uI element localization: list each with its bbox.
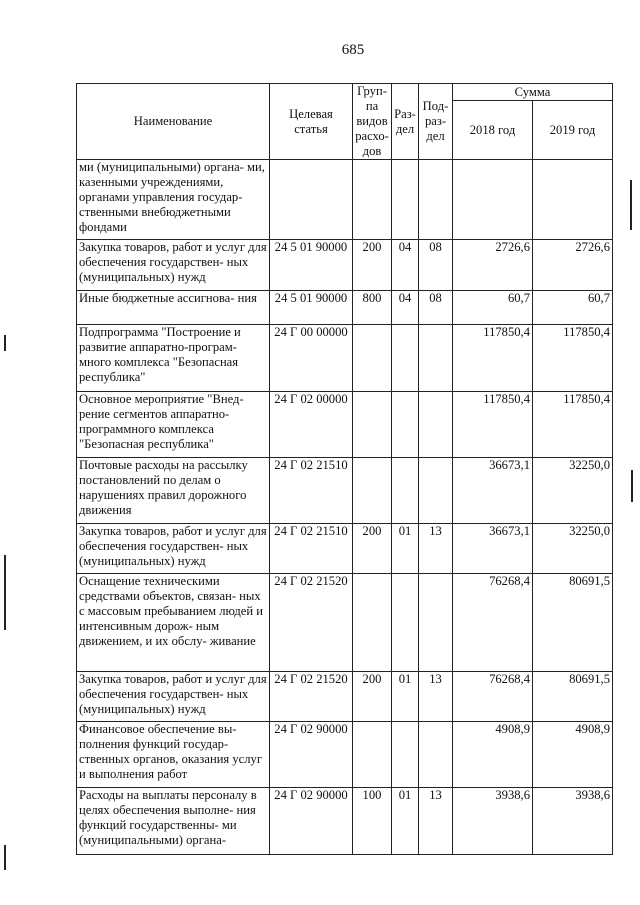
row-article: 24 Г 02 90000 <box>270 722 353 788</box>
row-subsection <box>419 325 453 392</box>
table-row <box>77 574 613 672</box>
table-row <box>77 240 613 291</box>
row-sum-2019: 80691,5 <box>533 574 613 672</box>
row-subsection: 13 <box>419 524 453 574</box>
row-sum-2018: 2726,6 <box>453 240 533 291</box>
table-body <box>77 160 613 855</box>
row-article: 24 Г 02 21520 <box>270 672 353 722</box>
row-group <box>353 574 392 672</box>
row-subsection <box>419 574 453 672</box>
row-sum-2019: 32250,0 <box>533 524 613 574</box>
row-group <box>353 325 392 392</box>
row-name: Закупка товаров, работ и услуг для обеспечения государствен- ных (муниципальных) нужд <box>77 240 270 291</box>
row-article: 24 Г 00 00000 <box>270 325 353 392</box>
row-sum-2019: 60,7 <box>533 291 613 325</box>
row-sum-2018: 76268,4 <box>453 574 533 672</box>
row-section: 01 <box>392 788 419 855</box>
row-sum-2018: 117850,4 <box>453 325 533 392</box>
row-section <box>392 574 419 672</box>
row-section <box>392 458 419 524</box>
row-group <box>353 458 392 524</box>
row-subsection <box>419 160 453 240</box>
row-article: 24 Г 02 21510 <box>270 524 353 574</box>
row-name: Подпрограмма "Построение и развитие аппаратно-програм- много комплекса "Безопасная республика" <box>77 325 270 392</box>
row-section <box>392 722 419 788</box>
row-article: 24 Г 02 00000 <box>270 392 353 458</box>
header-name: Наименование <box>77 84 270 160</box>
row-section <box>392 325 419 392</box>
page-number: 685 <box>341 42 365 58</box>
row-article: 24 Г 02 21520 <box>270 574 353 672</box>
row-sum-2018: 117850,4 <box>453 392 533 458</box>
header-article: Целевая статья <box>270 84 353 160</box>
scan-mark-left-bottom <box>4 845 6 870</box>
row-article: 24 5 01 90000 <box>270 240 353 291</box>
table-row <box>77 325 613 392</box>
row-subsection: 13 <box>419 788 453 855</box>
table-row <box>77 458 613 524</box>
row-sum-2019: 80691,5 <box>533 672 613 722</box>
scan-mark-right-middle <box>631 470 633 502</box>
table-row <box>77 524 613 574</box>
row-article: 24 5 01 90000 <box>270 291 353 325</box>
row-sum-2019: 117850,4 <box>533 325 613 392</box>
row-sum-2019 <box>533 160 613 240</box>
table-row <box>77 788 613 855</box>
budget-table <box>76 83 613 855</box>
table-header <box>77 84 613 160</box>
table-row <box>77 160 613 240</box>
table-row <box>77 672 613 722</box>
row-group <box>353 392 392 458</box>
row-section <box>392 160 419 240</box>
row-subsection <box>419 722 453 788</box>
row-subsection: 13 <box>419 672 453 722</box>
row-sum-2018: 3938,6 <box>453 788 533 855</box>
row-sum-2018: 4908,9 <box>453 722 533 788</box>
header-sum: Сумма <box>453 84 613 101</box>
scan-mark-left-lower <box>4 555 6 630</box>
row-article: 24 Г 02 90000 <box>270 788 353 855</box>
row-name: Закупка товаров, работ и услуг для обеспечения государствен- ных (муниципальных) нужд <box>77 524 270 574</box>
row-subsection: 08 <box>419 291 453 325</box>
row-name: Иные бюджетные ассигнова- ния <box>77 291 270 325</box>
row-group <box>353 160 392 240</box>
row-sum-2019: 32250,0 <box>533 458 613 524</box>
row-sum-2019: 2726,6 <box>533 240 613 291</box>
header-group: Груп- па видов расхо- дов <box>353 84 392 160</box>
row-sum-2018: 76268,4 <box>453 672 533 722</box>
header-subsection: Под- раз- дел <box>419 84 453 160</box>
row-section: 01 <box>392 524 419 574</box>
row-name: Финансовое обеспечение вы- полнения функций государ- ственных органов, оказания услуг и выполнения работ <box>77 722 270 788</box>
row-name: Основное мероприятие "Внед- рение сегментов аппаратно- программного комплекса "Безопасная республика" <box>77 392 270 458</box>
row-sum-2018: 36673,1 <box>453 524 533 574</box>
row-section <box>392 392 419 458</box>
row-subsection <box>419 458 453 524</box>
row-section: 04 <box>392 240 419 291</box>
row-sum-2018: 60,7 <box>453 291 533 325</box>
header-year-2019: 2019 год <box>533 101 613 160</box>
row-article <box>270 160 353 240</box>
row-name: Оснащение техническими средствами объектов, связан- ных с массовым пребыванием людей и интенсивным дорож- ным движением, и их обслу- живание <box>77 574 270 672</box>
row-subsection <box>419 392 453 458</box>
row-group: 800 <box>353 291 392 325</box>
row-name: Почтовые расходы на рассылку постановлений по делам о нарушениях правил дорожного движения <box>77 458 270 524</box>
row-section: 01 <box>392 672 419 722</box>
row-sum-2019: 4908,9 <box>533 722 613 788</box>
row-group: 200 <box>353 672 392 722</box>
row-sum-2019: 117850,4 <box>533 392 613 458</box>
row-name: ми (муниципальными) органа- ми, казенными учреждениями, органами управления государ- ственными внебюджетными фондами <box>77 160 270 240</box>
row-section: 04 <box>392 291 419 325</box>
scan-mark-right-top <box>630 180 632 230</box>
row-group: 200 <box>353 240 392 291</box>
row-group: 100 <box>353 788 392 855</box>
row-group: 200 <box>353 524 392 574</box>
row-name: Расходы на выплаты персоналу в целях обеспечения выполне- ния функций государственны- ми (муниципальными) органа- <box>77 788 270 855</box>
row-article: 24 Г 02 21510 <box>270 458 353 524</box>
row-subsection: 08 <box>419 240 453 291</box>
row-group <box>353 722 392 788</box>
table-row <box>77 392 613 458</box>
row-sum-2018: 36673,1 <box>453 458 533 524</box>
table-row <box>77 722 613 788</box>
table-row <box>77 291 613 325</box>
scan-mark-left-middle <box>4 335 6 351</box>
row-sum-2019: 3938,6 <box>533 788 613 855</box>
row-sum-2018 <box>453 160 533 240</box>
header-section: Раз- дел <box>392 84 419 160</box>
row-name: Закупка товаров, работ и услуг для обеспечения государствен- ных (муниципальных) нужд <box>77 672 270 722</box>
header-year-2018: 2018 год <box>453 101 533 160</box>
